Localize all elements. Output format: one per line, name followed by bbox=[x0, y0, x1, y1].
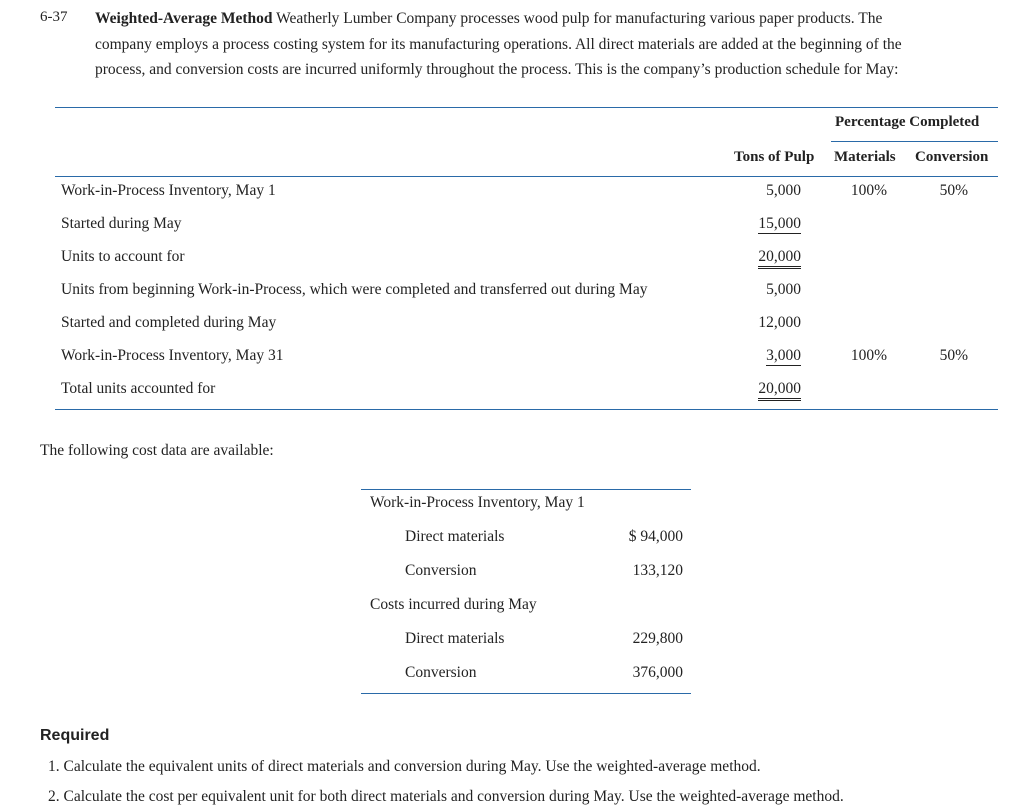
tons-value: 5,000 bbox=[766, 182, 801, 199]
problem-title: Weighted-Average Method bbox=[95, 10, 273, 27]
schedule-top-rule bbox=[55, 107, 998, 108]
schedule-row-materials: 100% bbox=[850, 182, 887, 199]
tons-value: 15,000 bbox=[758, 215, 801, 232]
percentage-group-rule bbox=[831, 141, 998, 142]
schedule-row-label: Units to account for bbox=[61, 248, 185, 265]
cost-row-label: Direct materials bbox=[405, 630, 505, 647]
production-schedule bbox=[55, 107, 998, 411]
schedule-row-tons bbox=[758, 380, 801, 398]
required-item-2: 2. Calculate the cost per equivalent unit for both direct materials and conversion during May. Use the weighted-average method. bbox=[48, 788, 844, 805]
required-title: Required bbox=[40, 727, 110, 744]
tons-value: 5,000 bbox=[766, 281, 801, 298]
problem-number: 6-37 bbox=[40, 9, 68, 25]
header-tons-of-pulp: Tons of Pulp bbox=[734, 149, 815, 165]
cost-data-table bbox=[361, 489, 691, 695]
schedule-row-conversion: 50% bbox=[939, 182, 968, 199]
schedule-row-tons bbox=[758, 314, 801, 332]
cost-row-label: Work-in-Process Inventory, May 1 bbox=[370, 494, 585, 511]
cost-row-amount: 229,800 bbox=[632, 630, 683, 647]
schedule-row-tons bbox=[766, 182, 801, 200]
tons-value: 3,000 bbox=[766, 347, 801, 364]
available-text: The following cost data are available: bbox=[40, 442, 274, 459]
tons-value: 12,000 bbox=[758, 314, 801, 331]
tons-value: 20,000 bbox=[758, 380, 801, 401]
schedule-row-materials: 100% bbox=[850, 347, 887, 364]
problem-line-1: Weatherly Lumber Company processes wood pulp for manufacturing various paper products. The bbox=[272, 10, 883, 27]
schedule-row-tons bbox=[766, 347, 801, 365]
cost-top-rule bbox=[361, 489, 691, 490]
cost-row-label: Conversion bbox=[405, 664, 477, 681]
schedule-row-label: Work-in-Process Inventory, May 31 bbox=[61, 347, 284, 364]
cost-row-amount: 376,000 bbox=[632, 664, 683, 681]
schedule-row-conversion: 50% bbox=[939, 347, 968, 364]
schedule-row-label: Started and completed during May bbox=[61, 314, 277, 331]
cost-row-amount: $ 94,000 bbox=[628, 528, 683, 545]
cost-bottom-rule bbox=[361, 693, 691, 694]
tons-value: 20,000 bbox=[758, 248, 801, 269]
schedule-row-label: Total units accounted for bbox=[61, 380, 216, 397]
required-item-1: 1. Calculate the equivalent units of direct materials and conversion during May. Use the weighted-average method. bbox=[48, 758, 761, 775]
schedule-row-label: Work-in-Process Inventory, May 1 bbox=[61, 182, 276, 199]
schedule-row-tons bbox=[758, 248, 801, 266]
problem-text bbox=[95, 6, 1010, 83]
problem-line-3: process, and conversion costs are incurred uniformly throughout the process. This is the company’s production schedule for May: bbox=[95, 61, 899, 78]
schedule-row-tons bbox=[766, 281, 801, 299]
problem-line-2: company employs a process costing system for its manufacturing operations. All direct materials are added at the beginning of the bbox=[95, 35, 902, 53]
cost-row-label: Costs incurred during May bbox=[370, 596, 537, 613]
schedule-row-label: Units from beginning Work-in-Process, which were completed and transferred out during May bbox=[61, 281, 648, 298]
header-percentage-completed: Percentage Completed bbox=[835, 114, 980, 130]
schedule-bottom-rule bbox=[55, 409, 998, 410]
cost-row-label: Conversion bbox=[405, 562, 477, 579]
header-materials: Materials bbox=[834, 149, 896, 165]
schedule-row-label: Started during May bbox=[61, 215, 182, 232]
cost-row-amount: 133,120 bbox=[632, 562, 683, 579]
header-conversion: Conversion bbox=[915, 149, 989, 165]
header-bottom-rule bbox=[55, 176, 998, 177]
cost-row-label: Direct materials bbox=[405, 528, 505, 545]
schedule-row-tons bbox=[758, 215, 801, 233]
